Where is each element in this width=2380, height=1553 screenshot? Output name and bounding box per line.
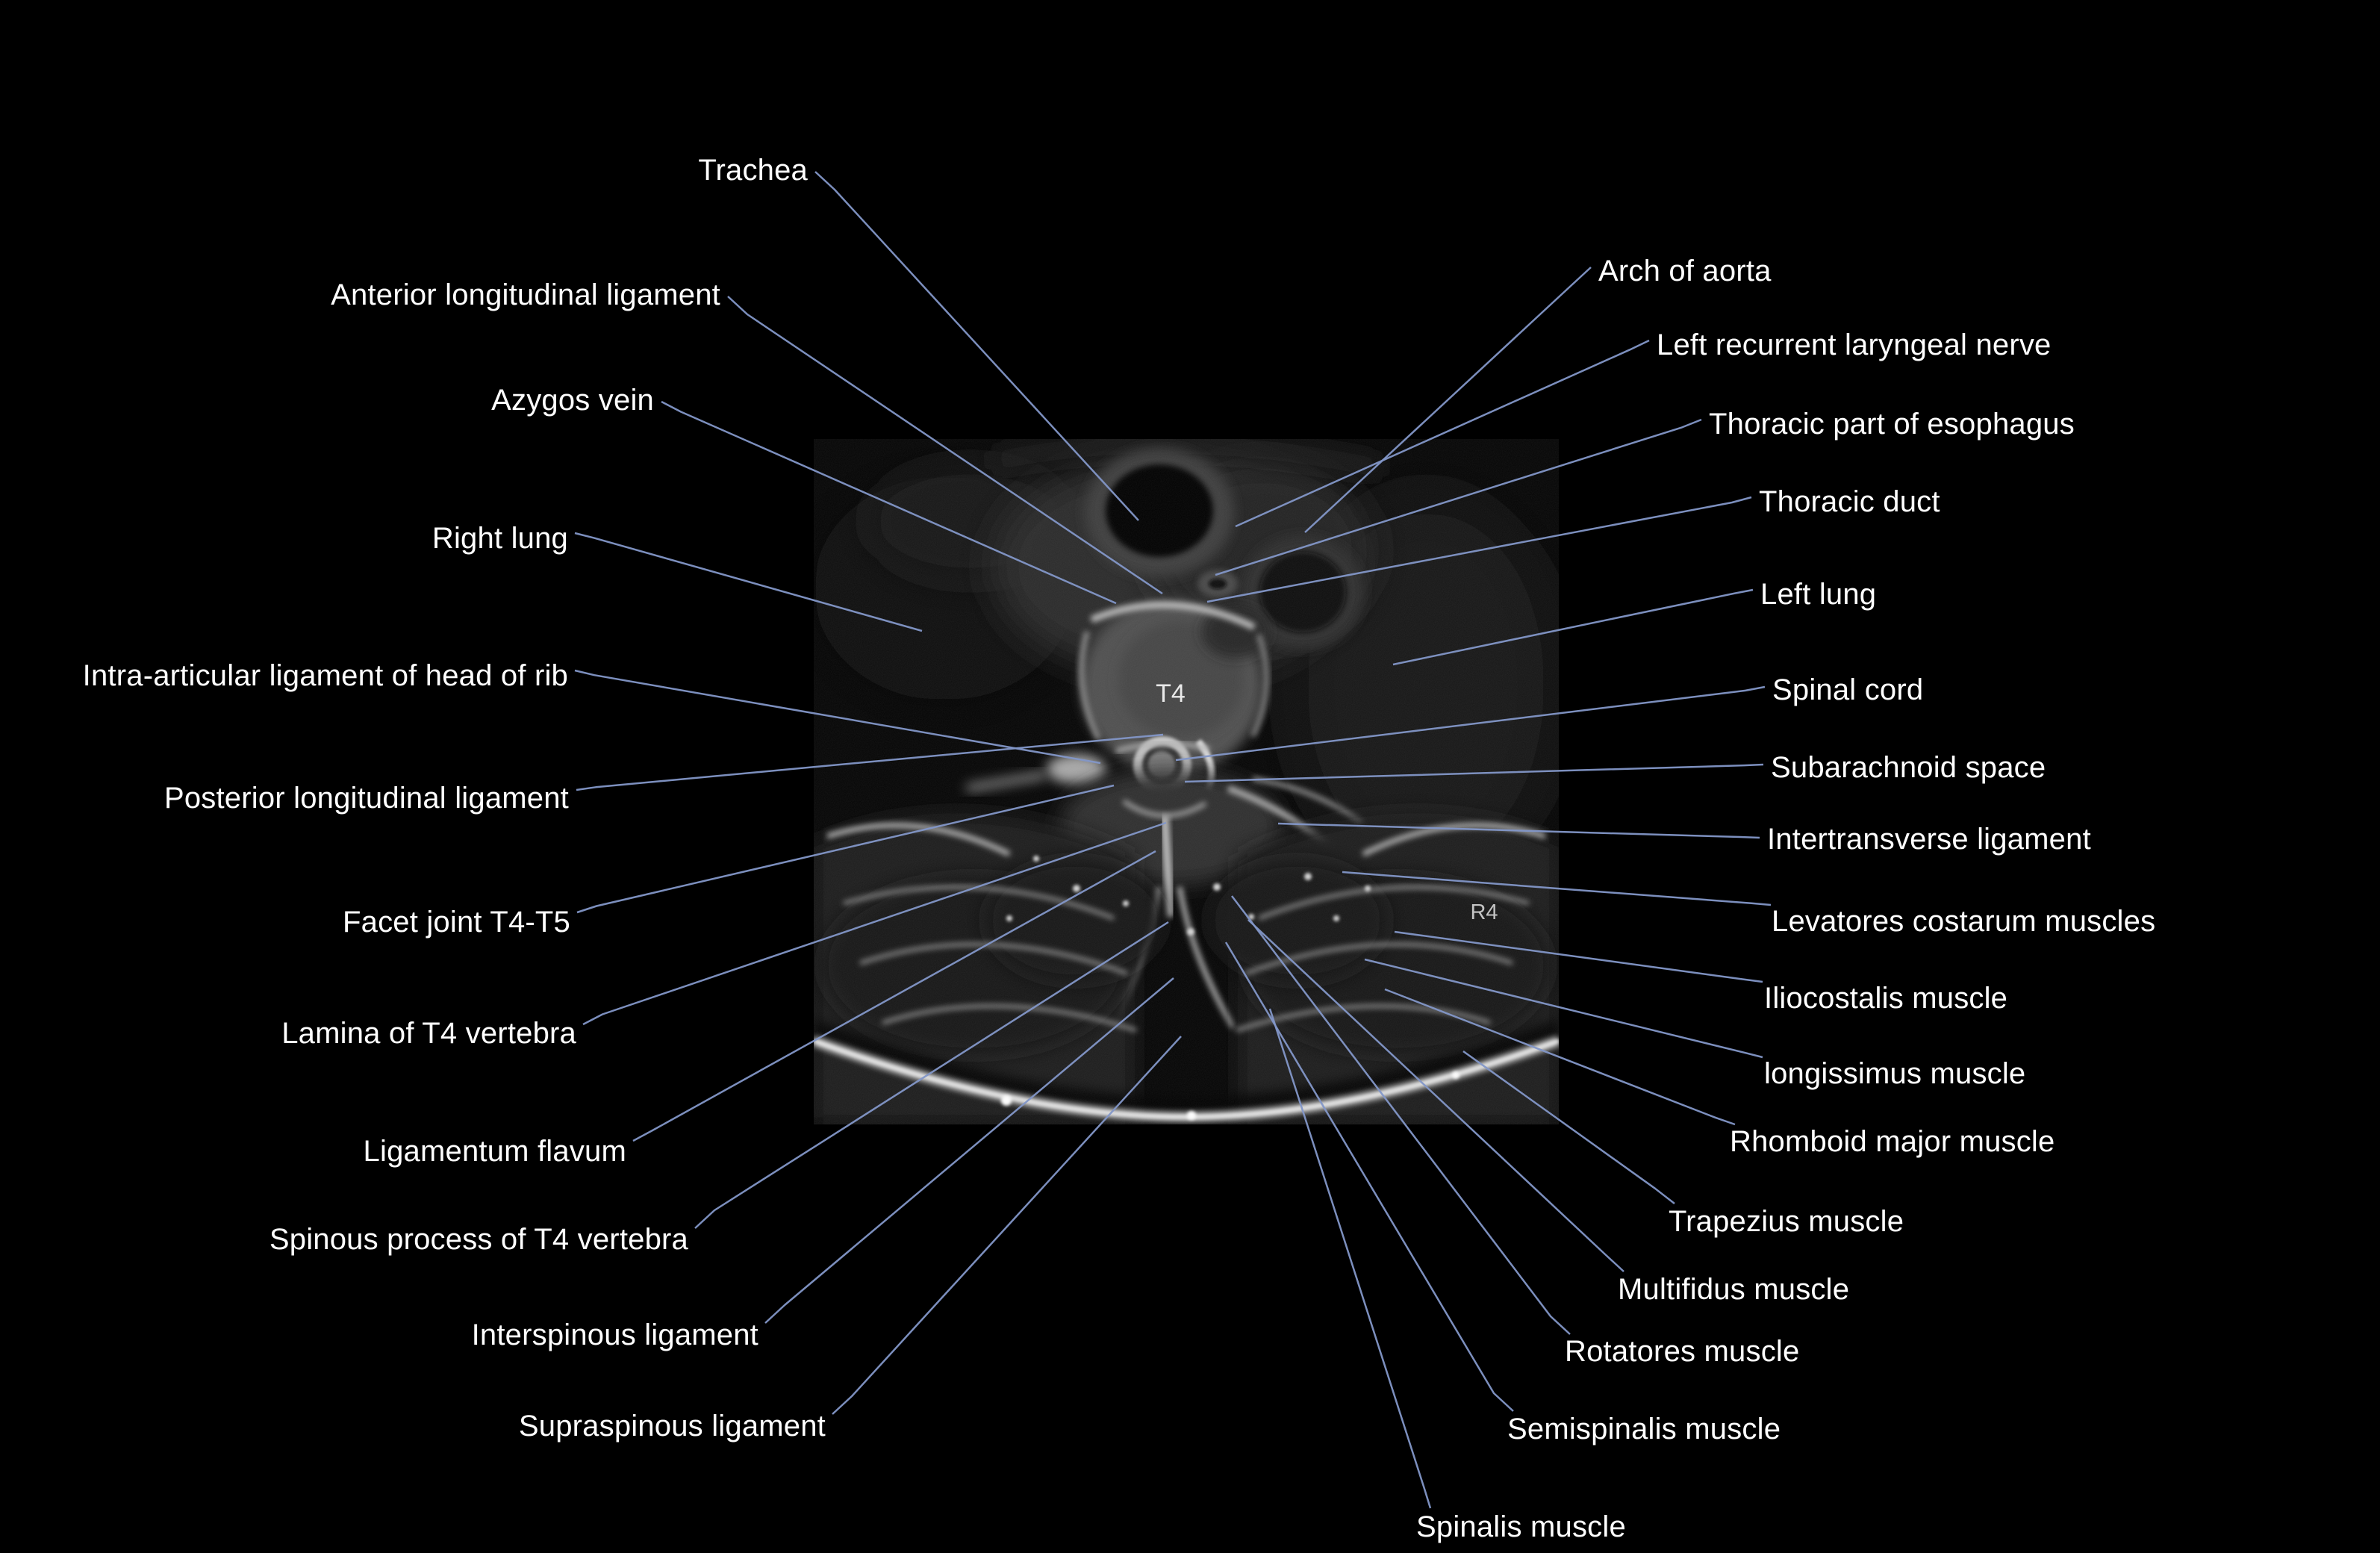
label-posterior-longitudinal-ligament: Posterior longitudinal ligament xyxy=(163,782,569,815)
label-levatores-costarum-muscles: Levatores costarum muscles xyxy=(1772,905,2156,938)
r4-rib-marker: R4 xyxy=(1470,900,1498,924)
label-ligamentum-flavum: Ligamentum flavum xyxy=(363,1135,626,1168)
label-azygos-vein: Azygos vein xyxy=(491,384,654,417)
label-interspinous-ligament: Interspinous ligament xyxy=(471,1319,758,1351)
mri-noise-overlay xyxy=(814,439,1559,1124)
label-facet-joint-t4-t5: Facet joint T4-T5 xyxy=(342,906,570,939)
label-rhomboid-major-muscle: Rhomboid major muscle xyxy=(1730,1125,2055,1158)
label-lamina-of-t4-vertebra: Lamina of T4 vertebra xyxy=(281,1017,576,1050)
label-spinalis-muscle: Spinalis muscle xyxy=(1416,1510,1626,1543)
label-left-lung: Left lung xyxy=(1760,578,1877,611)
label-arch-of-aorta: Arch of aorta xyxy=(1598,255,1772,287)
label-multifidus-muscle: Multifidus muscle xyxy=(1618,1273,1850,1306)
label-spinous-process-of-t4-vertebra: Spinous process of T4 vertebra xyxy=(269,1223,688,1256)
label-rotatores-muscle: Rotatores muscle xyxy=(1565,1335,1800,1368)
label-subarachnoid-space: Subarachnoid space xyxy=(1771,751,2046,784)
label-trachea: Trachea xyxy=(698,154,808,187)
label-semispinalis-muscle: Semispinalis muscle xyxy=(1507,1413,1781,1445)
label-right-lung: Right lung xyxy=(432,522,568,555)
label-supraspinous-ligament: Supraspinous ligament xyxy=(518,1410,826,1442)
label-spinal-cord: Spinal cord xyxy=(1772,673,1924,706)
label-iliocostalis-muscle: Iliocostalis muscle xyxy=(1764,982,2008,1015)
label-left-recurrent-laryngeal-nerve: Left recurrent laryngeal nerve xyxy=(1657,329,2052,361)
label-intertransverse-ligament: Intertransverse ligament xyxy=(1767,823,2091,856)
mri-axial-image xyxy=(814,439,1559,1124)
label-thoracic-part-of-esophagus: Thoracic part of esophagus xyxy=(1709,408,2075,441)
label-longissimus-muscle: longissimus muscle xyxy=(1764,1057,2026,1090)
label-intra-articular-ligament: Intra-articular ligament of head of rib xyxy=(82,659,568,692)
t4-vertebra-marker: T4 xyxy=(1156,679,1186,708)
label-trapezius-muscle: Trapezius muscle xyxy=(1669,1205,1904,1238)
label-thoracic-duct: Thoracic duct xyxy=(1759,485,1940,518)
label-anterior-longitudinal-ligament: Anterior longitudinal ligament xyxy=(331,278,720,311)
